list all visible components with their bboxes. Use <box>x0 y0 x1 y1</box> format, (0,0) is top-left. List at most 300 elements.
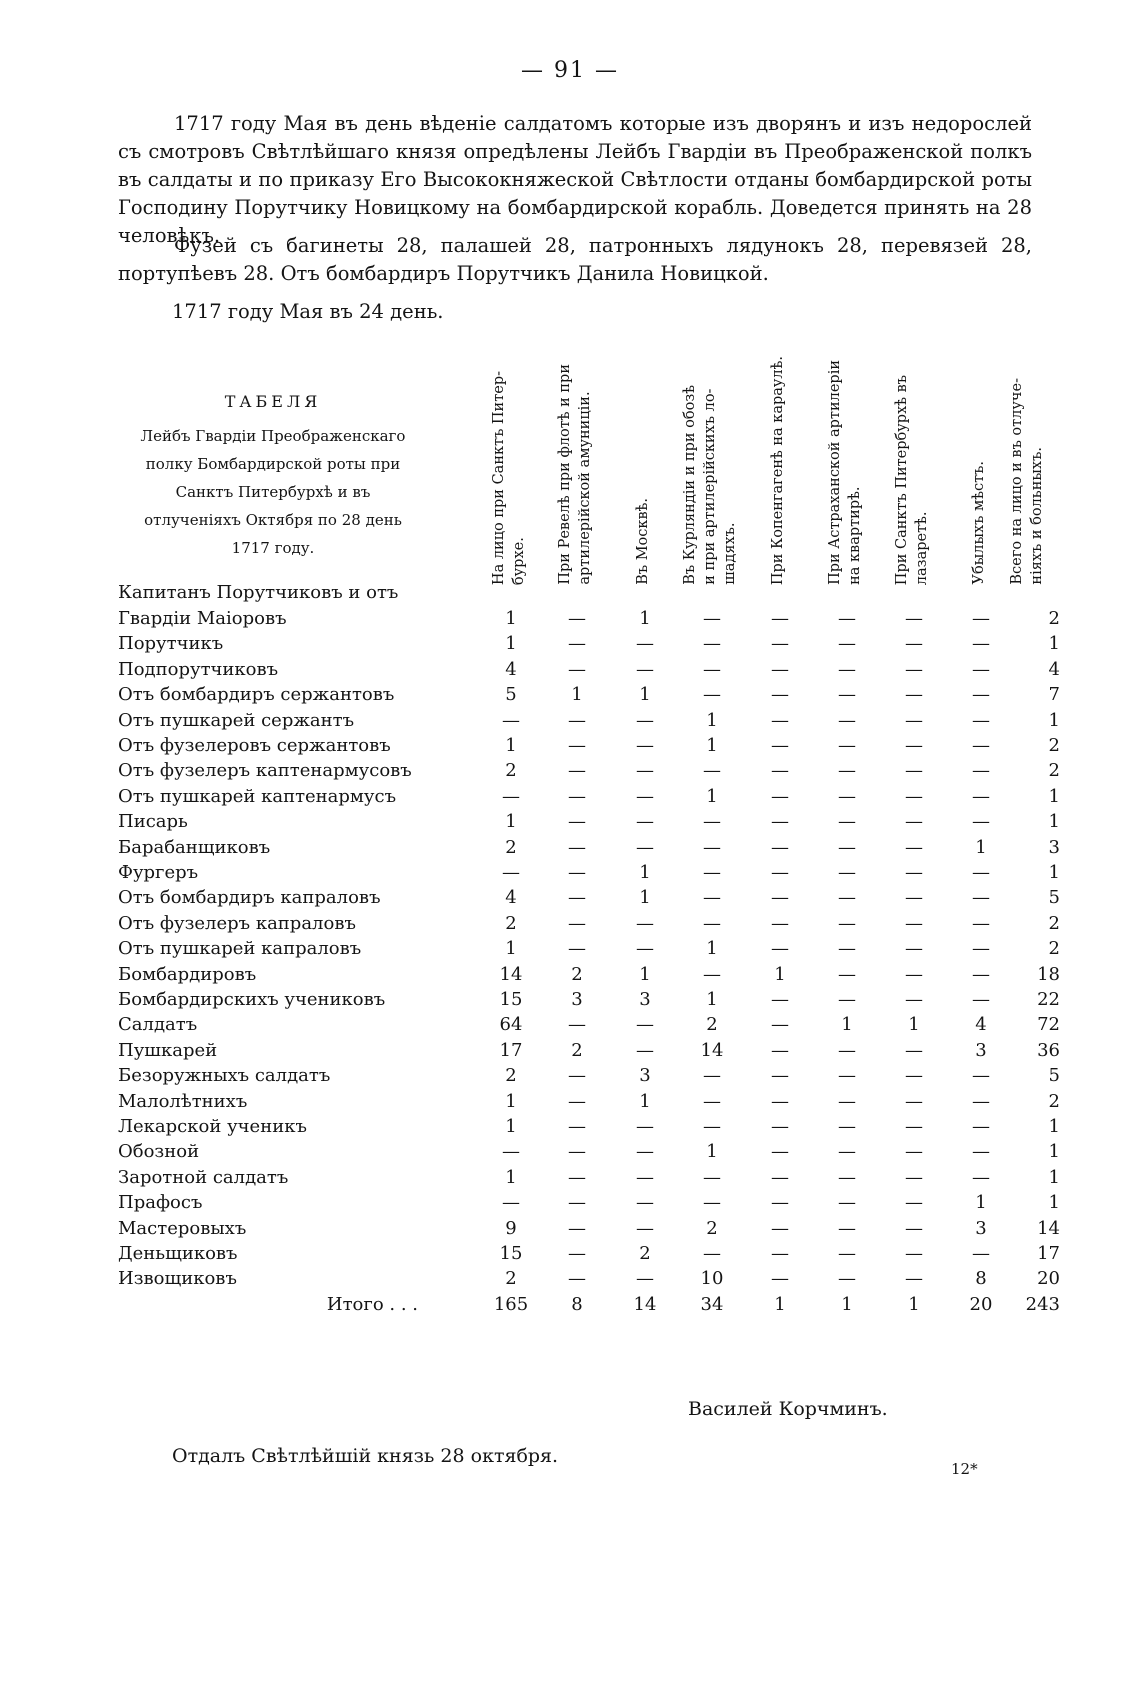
table-cell: — <box>771 684 789 706</box>
table-cell: 2 <box>706 1217 718 1239</box>
table-cell: — <box>636 633 654 655</box>
column-header <box>996 335 1058 585</box>
table-cell: 1 <box>706 785 718 807</box>
table-cell: — <box>771 1014 789 1036</box>
table-cell: — <box>703 836 721 858</box>
table-cell: — <box>838 1039 856 1061</box>
table-cell: — <box>636 760 654 782</box>
table-cell: 1 <box>1048 862 1060 883</box>
table-cell: 1 <box>1048 1141 1060 1163</box>
row-label: Отъ бомбардиръ сержантовъ <box>118 684 395 706</box>
row-label: Фургеръ <box>118 862 199 883</box>
table-cell: — <box>838 912 856 934</box>
table-cell: 1 <box>505 1090 517 1112</box>
table-cell: — <box>568 608 586 629</box>
folio-number: 12* <box>951 1460 978 1478</box>
row-label: Пушкарей <box>118 1039 218 1061</box>
table-cell: — <box>703 811 721 833</box>
table-cell: 14 <box>700 1039 724 1061</box>
table-cell: 1 <box>639 684 651 706</box>
table-cell: 4 <box>505 887 517 909</box>
table-cell: 1 <box>706 938 718 960</box>
table-cell: 20 <box>969 1293 993 1315</box>
total-row <box>118 1294 1118 1320</box>
table-cell: — <box>568 1217 586 1239</box>
page-number: — 91 — <box>521 58 619 83</box>
first-row-prefix: Капитанъ Порутчиковъ и отъ <box>118 582 399 603</box>
table-cell: 2 <box>505 1065 517 1087</box>
table-cell: 1 <box>1048 811 1060 833</box>
table-cell: — <box>838 1065 856 1087</box>
table-cell: — <box>636 1268 654 1290</box>
row-label: Деньщиковъ <box>118 1243 238 1264</box>
table-cell: — <box>905 658 923 680</box>
table-row <box>118 710 1118 736</box>
table-cell: — <box>905 912 923 934</box>
total-label: Итого . . . <box>326 1293 418 1315</box>
table-row <box>118 1065 1118 1091</box>
table-cell: 1 <box>1048 1116 1060 1137</box>
table-cell: — <box>771 1065 789 1087</box>
table-cell: 1 <box>639 887 651 909</box>
table-cell: — <box>703 1192 721 1214</box>
row-label: Отъ фузелеровъ сержантовъ <box>118 735 391 756</box>
column-header-label: Въ Курляндіи и при обозѣ и при артилерійскихъ ло- шадяхъ. <box>682 385 738 585</box>
table-cell: 8 <box>975 1268 987 1290</box>
table-cell: — <box>568 1268 586 1290</box>
table-cell: — <box>703 1166 721 1188</box>
table-cell: 3 <box>571 989 583 1010</box>
table-cell: — <box>972 1243 990 1264</box>
table-cell: — <box>838 658 856 680</box>
table-cell: — <box>838 1217 856 1239</box>
table-cell: — <box>838 1192 856 1214</box>
row-label: Порутчикъ <box>118 633 224 655</box>
table-cell: 2 <box>1048 1090 1060 1112</box>
table-cell: — <box>972 963 990 985</box>
table-cell: 14 <box>499 963 523 985</box>
table-cell: — <box>568 912 586 934</box>
table-cell: — <box>703 658 721 680</box>
table-cell: 18 <box>1037 963 1060 985</box>
table-cell: — <box>568 735 586 756</box>
table-cell: — <box>636 1192 654 1214</box>
table-cell: 2 <box>639 1243 651 1264</box>
table-cell: — <box>905 735 923 756</box>
table-cell: — <box>771 836 789 858</box>
table-cell: 1 <box>706 1141 718 1163</box>
table-cell: — <box>771 1268 789 1290</box>
table-cell: 2 <box>1048 938 1060 960</box>
table-cell: 2 <box>505 760 517 782</box>
table-row <box>118 1116 1118 1142</box>
table-cell: — <box>636 785 654 807</box>
table-cell: — <box>972 709 990 731</box>
table-cell: — <box>636 1014 654 1036</box>
table-cell: 2 <box>571 963 583 985</box>
table-cell: 64 <box>499 1014 523 1036</box>
table-cell: — <box>838 836 856 858</box>
table-cell: — <box>502 862 520 883</box>
table-cell: — <box>905 989 923 1010</box>
table-cell: — <box>771 658 789 680</box>
row-label: Бомбардирскихъ учениковъ <box>118 989 386 1010</box>
table-cell: — <box>771 1090 789 1112</box>
table-cell: — <box>703 760 721 782</box>
table-cell: 1 <box>975 1192 987 1214</box>
table-row <box>118 1243 1118 1269</box>
table-cell: 9 <box>505 1217 517 1239</box>
column-header <box>544 335 606 585</box>
table-cell: — <box>905 785 923 807</box>
table-cell: — <box>905 1065 923 1087</box>
table-cell: 72 <box>1037 1014 1060 1036</box>
table-cell: — <box>771 1243 789 1264</box>
row-label: Безоружныхъ салдатъ <box>118 1065 331 1087</box>
table-cell: — <box>905 1090 923 1112</box>
date-line: 1717 году Мая въ 24 день. <box>172 300 444 323</box>
table-cell: 1 <box>505 633 517 655</box>
row-label: Отъ бомбардиръ капраловъ <box>118 887 381 909</box>
table-cell: — <box>972 811 990 833</box>
table-row <box>118 633 1118 659</box>
table-cell: 1 <box>505 811 517 833</box>
table-title: ТАБЕЛЯ <box>224 392 322 411</box>
table-cell: 2 <box>571 1039 583 1061</box>
table-cell: 2 <box>505 836 517 858</box>
table-cell: — <box>838 1116 856 1137</box>
table-cell: 1 <box>908 1293 920 1315</box>
table-cell: — <box>972 912 990 934</box>
table-cell: — <box>703 684 721 706</box>
row-label: Лекарской ученикъ <box>118 1116 307 1137</box>
table-cell: 2 <box>505 1268 517 1290</box>
table-cell: — <box>568 1141 586 1163</box>
table-cell: — <box>771 989 789 1010</box>
signature: Василей Корчминъ. <box>688 1398 888 1420</box>
table-cell: — <box>838 1166 856 1188</box>
table-cell: — <box>703 887 721 909</box>
table-cell: — <box>771 938 789 960</box>
table-cell: 36 <box>1037 1039 1060 1061</box>
table-row <box>118 989 1118 1015</box>
table-cell: 1 <box>908 1014 920 1036</box>
table-cell: 1 <box>1048 709 1060 731</box>
table-cell: — <box>905 1192 923 1214</box>
table-cell: — <box>568 1166 586 1188</box>
table-row <box>118 1192 1118 1218</box>
table-cell: — <box>568 1065 586 1087</box>
table-cell: 34 <box>700 1293 724 1315</box>
table-cell: — <box>703 1116 721 1137</box>
table-cell: — <box>771 862 789 883</box>
table-row <box>118 1014 1118 1040</box>
table-cell: — <box>568 633 586 655</box>
column-header-label: Въ Москвѣ. <box>635 498 651 585</box>
table-cell: — <box>972 1065 990 1087</box>
table-cell: 3 <box>639 989 651 1010</box>
table-cell: 1 <box>975 836 987 858</box>
table-cell: — <box>771 709 789 731</box>
table-cell: 4 <box>975 1014 987 1036</box>
table-cell: — <box>905 1166 923 1188</box>
table-cell: — <box>838 709 856 731</box>
table-cell: — <box>905 1268 923 1290</box>
table-row <box>118 938 1118 964</box>
column-header <box>814 335 876 585</box>
table-cell: 1 <box>1048 785 1060 807</box>
table-cell: — <box>771 887 789 909</box>
table-cell: — <box>972 760 990 782</box>
column-header <box>881 335 943 585</box>
table-row <box>118 811 1118 837</box>
table-cell: 1 <box>841 1293 853 1315</box>
table-cell: — <box>568 1014 586 1036</box>
table-cell: — <box>905 811 923 833</box>
row-label: Отъ фузелеръ каптенармусовъ <box>118 760 412 782</box>
column-header <box>478 335 540 585</box>
column-header-label: При Санктъ Питербурхѣ въ лазаретѣ. <box>894 374 930 585</box>
table-row <box>118 735 1118 761</box>
table-cell: — <box>972 938 990 960</box>
table-cell: — <box>905 684 923 706</box>
table-cell: — <box>636 1217 654 1239</box>
table-cell: 2 <box>1048 760 1060 782</box>
table-cell: — <box>905 1243 923 1264</box>
table-row <box>118 1091 1118 1117</box>
intro-paragraph-2: Фузей съ багинеты 28, палашей 28, патронныхъ лядунокъ 28, перевязей 28, портупѣевъ 28. Отъ бомбардиръ Порутчикъ Данила Новицкой. <box>118 234 1032 285</box>
table-row <box>118 684 1118 710</box>
table-row <box>118 608 1118 634</box>
table-cell: 2 <box>1048 735 1060 756</box>
table-cell: — <box>771 735 789 756</box>
table-cell: 5 <box>1048 887 1060 909</box>
table-cell: — <box>905 1116 923 1137</box>
table-row <box>118 1141 1118 1167</box>
table-cell: 1 <box>505 938 517 960</box>
table-cell: — <box>771 785 789 807</box>
table-cell: — <box>703 608 721 629</box>
table-cell: — <box>972 887 990 909</box>
table-cell: — <box>905 1141 923 1163</box>
table-cell: — <box>838 735 856 756</box>
table-cell: 1 <box>706 735 718 756</box>
table-row <box>118 913 1118 939</box>
table-cell: — <box>905 1217 923 1239</box>
table-row <box>118 659 1118 685</box>
row-label: Салдатъ <box>118 1014 198 1036</box>
row-label: Подпорутчиковъ <box>118 658 279 680</box>
table-cell: 1 <box>505 1166 517 1188</box>
table-cell: — <box>636 1166 654 1188</box>
table-row <box>118 1167 1118 1193</box>
row-label: Извощиковъ <box>118 1268 237 1290</box>
table-cell: 1 <box>571 684 583 706</box>
table-cell: — <box>568 1243 586 1264</box>
table-cell: 1 <box>774 1293 786 1315</box>
table-cell: — <box>703 862 721 883</box>
table-row <box>118 862 1118 888</box>
table-cell: — <box>838 1141 856 1163</box>
table-cell: — <box>636 1039 654 1061</box>
table-cell: — <box>905 887 923 909</box>
table-cell: — <box>771 1192 789 1214</box>
table-cell: — <box>972 735 990 756</box>
table-cell: — <box>502 1141 520 1163</box>
table-cell: — <box>972 633 990 655</box>
table-cell: 2 <box>505 912 517 934</box>
table-cell: — <box>905 709 923 731</box>
table-cell: — <box>703 1243 721 1264</box>
table-cell: — <box>838 989 856 1010</box>
table-cell: — <box>972 1090 990 1112</box>
table-cell: — <box>972 1166 990 1188</box>
row-label: Писарь <box>118 811 188 833</box>
table-row <box>118 1218 1118 1244</box>
column-header <box>612 335 674 585</box>
table-cell: 15 <box>499 989 523 1010</box>
table-cell: — <box>905 608 923 629</box>
table-cell: — <box>636 836 654 858</box>
table-cell: — <box>502 1192 520 1214</box>
table-cell: 1 <box>841 1014 853 1036</box>
table-cell: 1 <box>639 608 651 629</box>
table-cell: 5 <box>1048 1065 1060 1087</box>
table-cell: — <box>905 1039 923 1061</box>
table-cell: 1 <box>639 1090 651 1112</box>
table-cell: — <box>568 1090 586 1112</box>
table-row <box>118 887 1118 913</box>
row-label: Отъ пушкарей сержантъ <box>118 709 355 731</box>
table-cell: — <box>771 1166 789 1188</box>
table-cell: — <box>905 836 923 858</box>
table-cell: — <box>972 608 990 629</box>
table-row <box>118 760 1118 786</box>
table-cell: — <box>636 912 654 934</box>
table-row <box>118 1268 1118 1294</box>
table-cell: 4 <box>1048 658 1060 680</box>
table-cell: — <box>905 862 923 883</box>
table-cell: 1 <box>639 963 651 985</box>
table-cell: — <box>838 608 856 629</box>
table-cell: — <box>771 1141 789 1163</box>
table-cell: — <box>838 633 856 655</box>
table-cell: — <box>568 658 586 680</box>
table-cell: 14 <box>1037 1217 1060 1239</box>
table-cell: 3 <box>1048 836 1060 858</box>
table-cell: 1 <box>706 709 718 731</box>
table-cell: — <box>905 963 923 985</box>
row-label: Отъ фузелеръ капраловъ <box>118 912 356 934</box>
table-caption <box>128 388 418 562</box>
table-cell: — <box>972 658 990 680</box>
table-cell: 243 <box>1025 1293 1060 1315</box>
table-cell: — <box>568 811 586 833</box>
row-label: Малолѣтнихъ <box>118 1090 248 1112</box>
table-cell: 1 <box>505 1116 517 1137</box>
row-label: Барабанщиковъ <box>118 836 271 858</box>
table-cell: — <box>703 1090 721 1112</box>
table-cell: — <box>771 1217 789 1239</box>
table-row <box>118 786 1118 812</box>
table-cell: — <box>703 912 721 934</box>
table-cell: — <box>636 811 654 833</box>
table-cell: — <box>502 709 520 731</box>
table-subtitle: Лейбъ Гвардіи Преображенскаго полку Бомбардирской роты при Санктъ Питербурхѣ и въ отлученіяхъ Октября по 28 день 1717 году. <box>140 427 406 557</box>
table-cell: 1 <box>1048 1192 1060 1214</box>
table-cell: 4 <box>505 658 517 680</box>
table-cell: — <box>703 1065 721 1087</box>
table-cell: — <box>838 938 856 960</box>
table-cell: — <box>636 735 654 756</box>
table-cell: — <box>838 963 856 985</box>
table-cell: — <box>972 1141 990 1163</box>
table-cell: — <box>568 938 586 960</box>
intro-paragraph-1: 1717 году Мая въ день вѣденіе салдатомъ которые изъ дворянъ и изъ недорослей съ смотровъ Свѣтлѣйшаго князя опредѣлены Лейбъ Гвардіи въ Преображенской полкъ въ салдаты и по приказу Его Высококняжеской Свѣтлости отданы бомбардирской роты Господину Порутчику Новицкому на бомбардирской корабль. Доведется принять на 28 человѣкъ. <box>118 112 1032 247</box>
table-cell: 17 <box>1037 1243 1060 1264</box>
table-cell: — <box>636 1116 654 1137</box>
table-cell: 2 <box>1048 608 1060 629</box>
column-header-label: При Копенгагенѣ на караулѣ. <box>770 355 786 585</box>
table-cell: — <box>568 785 586 807</box>
row-label: Бомбардировъ <box>118 963 257 985</box>
table-row <box>118 837 1118 863</box>
column-header-label: При Астраханской артилеріи на квартирѣ. <box>827 360 863 585</box>
table-cell: — <box>636 938 654 960</box>
table-cell: 14 <box>633 1293 657 1315</box>
table-cell: — <box>972 1116 990 1137</box>
table-cell: — <box>838 862 856 883</box>
table-cell: 165 <box>493 1293 529 1315</box>
table-cell: — <box>771 633 789 655</box>
table-cell: — <box>838 811 856 833</box>
table-cell: 3 <box>975 1217 987 1239</box>
table-cell: 1 <box>1048 633 1060 655</box>
table-cell: — <box>568 760 586 782</box>
table-cell: 1 <box>639 862 651 883</box>
table-cell: — <box>838 887 856 909</box>
table-cell: 2 <box>706 1014 718 1036</box>
table-cell: — <box>905 938 923 960</box>
table-cell: 1 <box>706 989 718 1010</box>
table-cell: — <box>771 811 789 833</box>
table-cell: — <box>771 760 789 782</box>
table-cell: — <box>568 887 586 909</box>
table-cell: 2 <box>1048 912 1060 934</box>
table-cell: — <box>972 785 990 807</box>
table-cell: — <box>703 633 721 655</box>
column-header <box>747 335 809 585</box>
table-cell: 1 <box>505 608 517 629</box>
table-cell: — <box>972 684 990 706</box>
row-label: Заротной салдатъ <box>118 1166 289 1188</box>
table-cell: 8 <box>571 1293 583 1315</box>
table-cell: — <box>905 633 923 655</box>
table-cell: — <box>771 912 789 934</box>
row-label: Отъ пушкарей каптенармусъ <box>118 785 397 807</box>
closing-note: Отдалъ Свѣтлѣйшій князь 28 октября. <box>172 1445 559 1467</box>
row-label: Обозной <box>118 1141 200 1163</box>
table-cell: — <box>568 836 586 858</box>
table-cell: — <box>838 684 856 706</box>
table-cell: — <box>838 1090 856 1112</box>
table-cell: — <box>568 862 586 883</box>
column-header <box>679 335 741 585</box>
column-header-label: Убылыхъ мѣстъ. <box>971 461 987 585</box>
table-cell: — <box>568 1116 586 1137</box>
table-cell: — <box>838 1268 856 1290</box>
table-cell: — <box>838 1243 856 1264</box>
